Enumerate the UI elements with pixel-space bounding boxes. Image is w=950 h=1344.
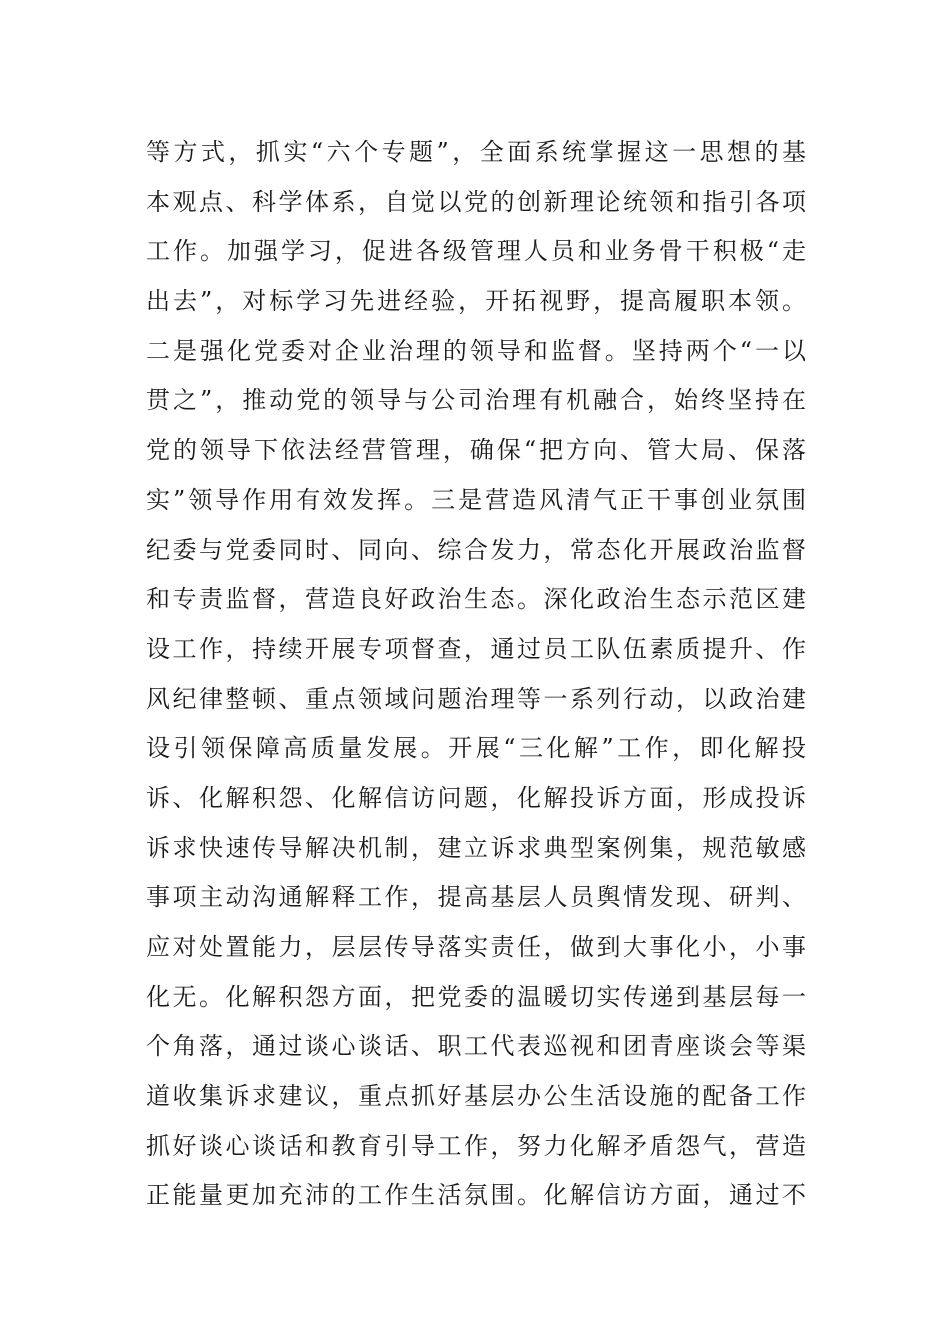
- text-line: 实”领导作用有效发挥。三是营造风清气正干事创业氛围: [146, 485, 806, 514]
- text-line: 道收集诉求建议，重点抓好基层办公生活设施的配备工作: [146, 1082, 806, 1111]
- text-line: 纪委与党委同时、同向、综合发力，常态化开展政治监督: [146, 535, 806, 564]
- text-line: 化无。化解积怨方面，把党委的温暖切实传递到基层每一: [146, 982, 806, 1011]
- text-line: 等方式，抓实“六个专题”，全面系统掌握这一思想的基: [146, 138, 806, 166]
- text-line: 事项主动沟通解释工作，提高基层人员舆情发现、研判、: [146, 883, 806, 912]
- text-line: 设工作，持续开展专项督查，通过员工队伍素质提升、作: [146, 634, 806, 663]
- text-line: 设引领保障高质量发展。开展“三化解”工作，即化解投: [146, 734, 806, 763]
- text-line: 个角落，通过谈心谈话、职工代表巡视和团青座谈会等渠: [146, 1032, 806, 1061]
- text-line: 诉求快速传导解决机制，建立诉求典型案例集，规范敏感: [146, 833, 806, 862]
- text-line: 和专责监督，营造良好政治生态。深化政治生态示范区建: [146, 585, 806, 614]
- text-line: 出去”，对标学习先进经验，开拓视野，提高履职本领。: [146, 287, 806, 316]
- text-line: 应对处置能力，层层传导落实责任，做到大事化小，小事: [146, 933, 806, 961]
- text-line: 诉、化解积怨、化解信访问题，化解投诉方面，形成投诉: [146, 783, 806, 812]
- text-line: 风纪律整顿、重点领域问题治理等一系列行动，以政治建: [146, 684, 806, 713]
- text-line: 贯之”，推动党的领导与公司治理有机融合，始终坚持在: [146, 386, 806, 415]
- text-line: 党的领导下依法经营管理，确保“把方向、管大局、保落: [146, 436, 806, 465]
- text-line: 本观点、科学体系，自觉以党的创新理论统领和指引各项: [146, 187, 806, 216]
- text-line: 抓好谈心谈话和教育引导工作，努力化解矛盾怨气，营造: [146, 1131, 806, 1160]
- text-line: 二是强化党委对企业治理的领导和监督。坚持两个“一以: [146, 336, 806, 365]
- text-line: 工作。加强学习，促进各级管理人员和业务骨干积极“走: [146, 237, 806, 266]
- text-line: 正能量更加充沛的工作生活氛围。化解信访方面，通过不: [146, 1181, 806, 1210]
- body-text: [146, 128, 806, 1221]
